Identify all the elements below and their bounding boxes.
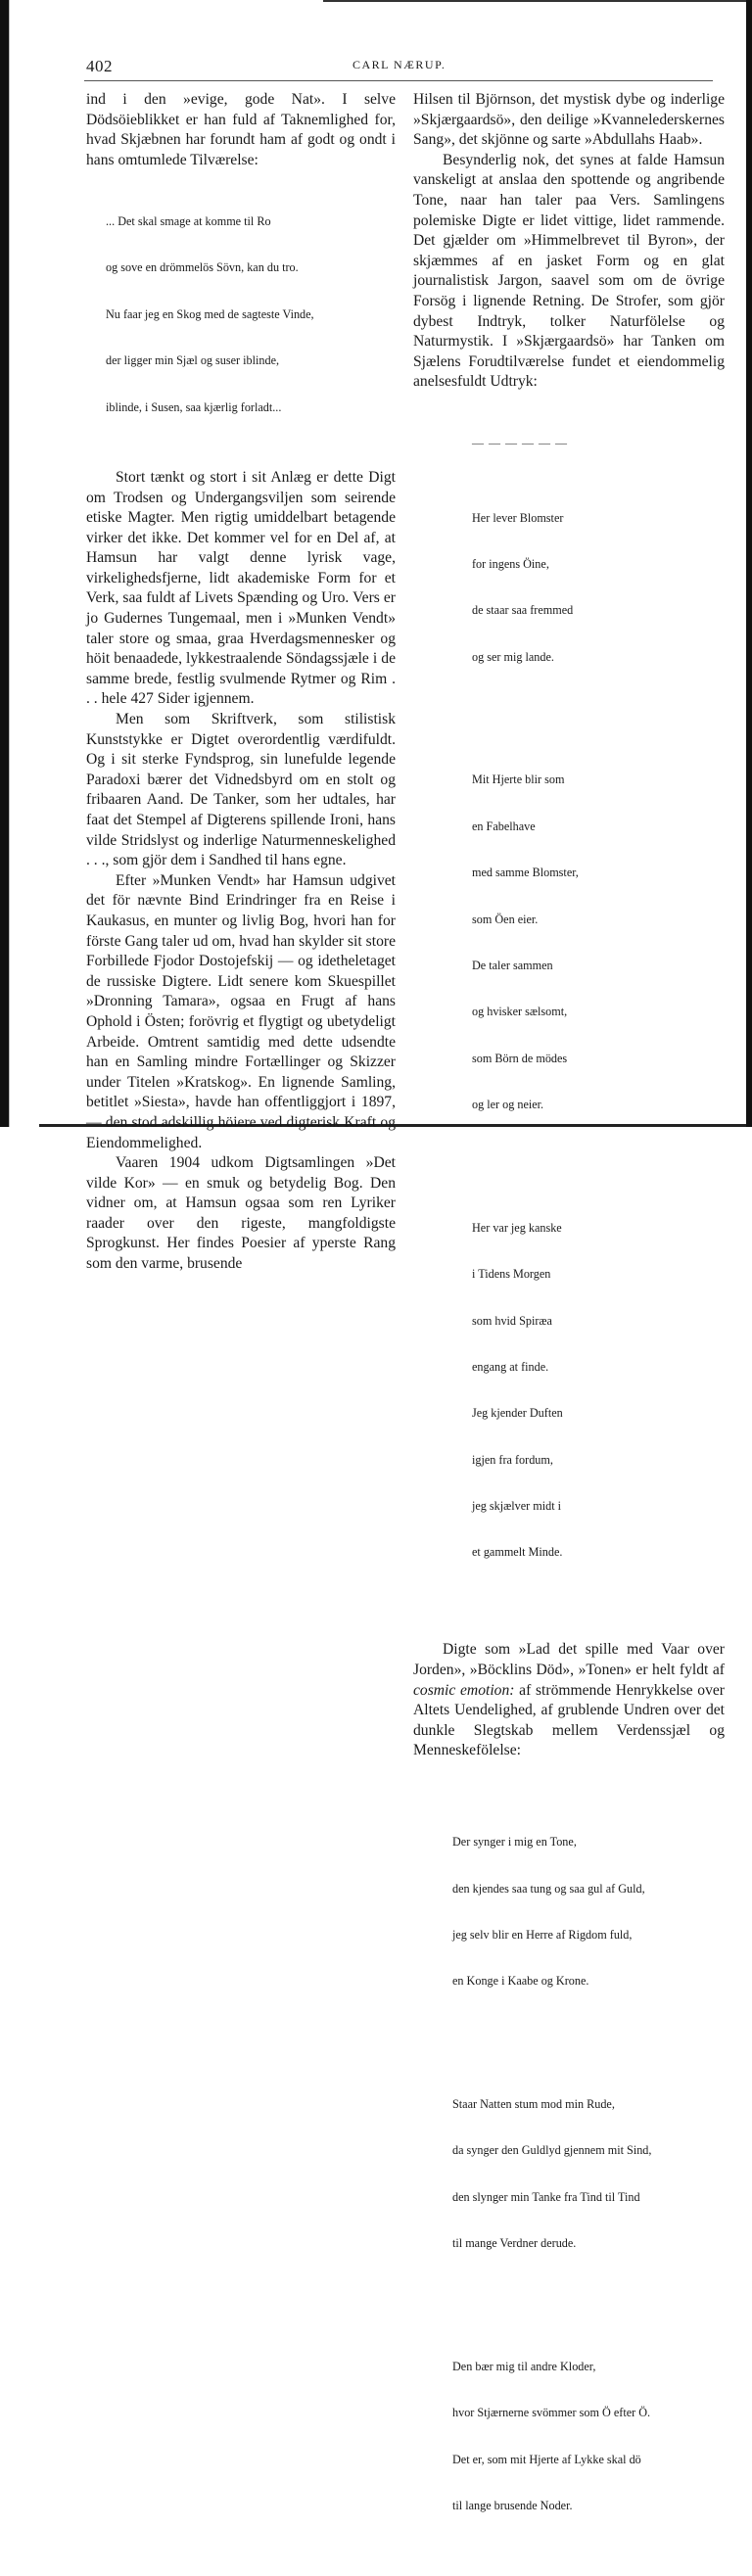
scan-edge-left [0,0,9,1127]
poem-line: de staar saa fremmed [472,603,574,618]
poem-line: til mange Verdner derude. [452,2236,577,2251]
poem-line: jeg selv blir en Herre af Rigdom fuld, [452,1928,633,1942]
running-head [86,55,713,78]
running-title: CARL NÆRUP. [352,58,446,71]
scan-edge-right [746,0,752,1127]
poem-line: Det er, som mit Hjerte af Lykke skal dö [452,2452,641,2466]
poem-line: igjen fra fordum, [472,1452,553,1467]
poem-line: hvor Stjærnerne svömmer som Ö efter Ö. [452,2406,651,2420]
right-column [413,90,725,2576]
paragraph: Vaaren 1904 udkom Digtsamlingen »Det vilde Kor» — en smuk og betydelig Bog. Den vidner om, at Hamsun ogsaa som ren Lyriker raader over den rigeste, mangfoldigste Sprogkunst. Her findes Poesier af yperste Rang som den varme, brusende [86,1154,396,1273]
poem-line: som Börn de mödes [472,1051,568,1065]
poem-line: den kjendes saa tung og saa gul af Guld, [452,1881,645,1896]
poem-line: som Öen eier. [472,912,539,926]
poem-line: da synger den Guldlyd gjennem mit Sind, [452,2143,652,2158]
poem-line: til lange brusende Noder. [452,2498,573,2512]
poem-line: Her lever Blomster [472,510,564,525]
poem-quote [106,183,396,446]
poem-line: en Fabelhave [472,819,536,833]
poem-line: med samme Blomster, [472,866,579,880]
paragraph-text: Digte som »Lad det spille med Vaar over Jorden», »Böcklins Död», »Tonen» er helt fyldt af [413,1641,725,1679]
paragraph: Stort tænkt og stort i sit Anlæg er dette Digt om Trodsen og Undergangsviljen som seirende etiske Magter. Men rigtig umiddelbart betagende virker det ikke. Det kommer vel for en Del af, at Hamsun har valgt denne lyrisk vage, virkelighedsfjerne, lidt akademiske Form for et Verk, saa fuldt af Livets Spænding og Uro. Vers er jo Gudernes Tungemaal, men i »Munken Vendt» taler store og smaa, graa Hverdagsmennesker og höit benaadede, lykkestraalende Söndagssjæle i de samme brede, festlig svulmende Rytmer og Rim . . . hele 427 Sider igjennem. [86,468,396,708]
paragraph: Besynderlig nok, det synes at falde Hamsun vanskeligt at anslaa den spottende og angribende Tone, naar han taler paa Vers. Samlingens polemiske Digte er lidet vittige, lidet rammende. Det gjælder om »Himmelbrevet til Byron», der skjæmmes af en jasket Form og en glat journalistisk Jargon, saavel som om de övrige Forsög i lignende Retning. De Strofer, som gjör dybest Indtryk, tolker Naturfölelse og Naturmystik. I »Skjærgaardsö» har Tanken om Sjælens Forudtilværelse fundet et eiendommelig anelsesfuldt Udtryk: [413,151,725,391]
poem-line: Mit Hjerte blir som [472,773,565,787]
poem-line: og ser mig lande. [472,649,554,664]
poem-line: i Tidens Morgen [472,1267,551,1282]
paragraph: Efter »Munken Vendt» har Hamsun udgivet det för nævnte Bind Erindringer fra en Reise i Kaukasus, en munter og livlig Bog, hvori han for förste Gang taler ud om, hvad han skylder sit store Forbillede Fjodor Dostojefskij — og idetheletaget de russiske Digtere. Lidt senere kom Skuespillet »Dronning Tamara», ogsaa en Frugt af hans Ophold i Östen; forövrig et flygtigt og ubetydeligt Arbeide. Omtrent samtidig med dette udsendte han en Samling mindre Fortællinger og Skizzer under Titelen »Kratskog». En lignende Samling, betitlet »Siesta», havde han offentliggjort i 1897, — den stod adskillig höiere ved digterisk Kraft og Eiendommelighed. [86,871,396,1151]
poem-stanza [452,1804,725,2021]
poem-line: engang at finde. [472,1359,549,1374]
paragraph: Men som Skriftverk, som stilistisk Kunststykke er Digtet overordentlig værdifuldt. Og i sit sterke Fyndsprog, sin lunefulde legende Paradoxi bærer det Vidnedsbyrd om en stolt og fribaaren Aand. De Tanker, som her udtales, har faat det Stempel af Digterens spillende Ironi, hans vilde Stridslyst og inderlige Naturmenneskelighed . . ., som gjör dem i Sandhed til hans egne. [86,711,396,869]
poem-line: iblinde, i Susen, saa kjærlig forladt... [106,399,282,414]
poem-line: ... Det skal smage at komme til Ro [106,213,271,228]
page-number: 402 [86,57,113,75]
paragraph [413,1640,725,1761]
poem-line: De taler sammen [472,959,553,972]
poem-line: og sove en drömmelös Sövn, kan du tro. [106,260,299,275]
poem-line: Nu faar jeg en Skog med de sagteste Vinde, [106,306,314,321]
poem-line: og ler og neier. [472,1098,544,1112]
paragraph: ind i den »evige, gode Nat». I selve Dödsöieblikket er han fuld af Taknemlighed for, hvad Skjæbnen har forundt ham af godt og ondt i hans omtumlede Tilværelse: [86,91,396,168]
poem-line: jeg skjælver midt i [472,1499,562,1514]
poem-dash-separator: — — — — — — [472,435,568,449]
poem-line: Jeg kjender Duften [472,1406,563,1421]
poem-stanza [472,480,725,696]
poem-quote [472,404,725,1623]
poem-stanza [452,2328,725,2545]
scan-edge-left-margin [9,0,13,1127]
italic-phrase: cosmic emotion: [413,1681,515,1699]
poem-line: et gammelt Minde. [472,1545,563,1560]
poem-line: for ingens Öine, [472,557,549,572]
poem-line: der ligger min Sjæl og suser iblinde, [106,353,280,368]
poem-line: som hvid Spiræa [472,1313,552,1328]
poem-line: Her var jeg kanske [472,1220,562,1235]
poem-line: og hvisker sælsomt, [472,1005,568,1019]
poem-stanza [472,742,725,1145]
scan-edge-top [323,0,746,2]
paragraph-text: af strömmende Henrykkelse over Altets Uendelighed, af grublende Undren over det dunkle Slegtskab mellem Verdenssjæl og Menneskefölelse: [413,1681,725,1759]
poem-stanza [452,2066,725,2282]
poem-line: Der synger i mig en Tone, [452,1835,577,1850]
left-column [86,90,396,1275]
poem-line: Den bær mig til andre Kloder, [452,2359,596,2373]
poem-line: en Konge i Kaabe og Krone. [452,1974,589,1989]
poem-line: den slynger min Tanke fra Tind til Tind [452,2189,640,2204]
poem-stanza [472,1190,725,1592]
paragraph: Hilsen til Björnson, det mystisk dybe og inderlige »Skjærgaardsö», den deilige »Kvannelederskernes Sang», det skjönne og sarte »Abdullahs Haab». [413,91,725,149]
poem-line: Staar Natten stum mod min Rude, [452,2096,615,2111]
poem-quote [452,1773,725,2576]
header-rule [84,80,713,81]
